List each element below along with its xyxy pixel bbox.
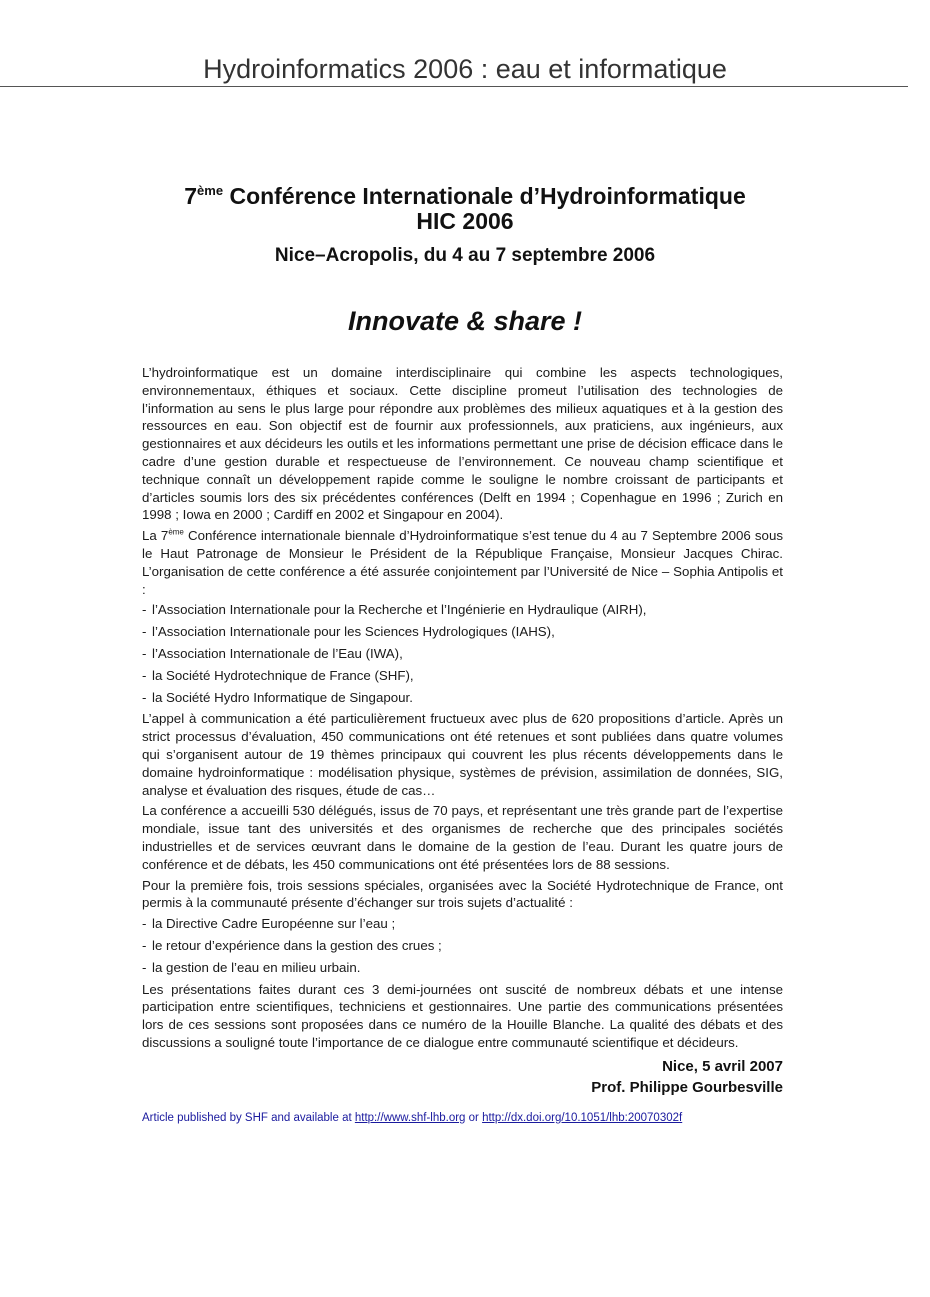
paragraph-organisation bbox=[142, 527, 783, 598]
running-header bbox=[0, 52, 908, 87]
paragraph-conclusion: Les présentations faites durant ces 3 demi-journées ont suscité de nombreux débats et une intense participation entre scientifiques, techniciens et gestionnaires. Une partie des communications présentées lors de ces sessions sont proposées dans ce numéro de la Houille Blanche. La qualité des débats et des discussions a souligné toute l’importance de ce dialogue entre communauté scientifique et décideurs. bbox=[142, 981, 783, 1050]
publication-note bbox=[142, 1112, 682, 1124]
publication-note-middle: or bbox=[465, 1112, 483, 1124]
list-item: - l’Association Internationale pour les Sciences Hydrologiques (IAHS), bbox=[142, 623, 783, 641]
title-number: 7 bbox=[184, 183, 198, 209]
list-item: - la Directive Cadre Européenne sur l’eau ; bbox=[142, 915, 783, 933]
list-item: - la Société Hydrotechnique de France (SHF), bbox=[142, 667, 783, 685]
article-body bbox=[142, 364, 783, 1055]
list-item: - la Société Hydro Informatique de Singapour. bbox=[142, 689, 783, 707]
topics-list bbox=[142, 915, 783, 976]
signature-block bbox=[142, 1056, 783, 1098]
publication-note-prefix: Article published by SHF and available at bbox=[142, 1112, 355, 1124]
para2-text: Conférence internationale biennale d’Hydroinformatique s’est tenue du 4 au 7 Septembre 2006 sous le Haut Patronage de Monsieur le Président de la République Française, Monsieur Jacques Chirac. L’organisation de cette conférence a été assurée conjointement par l’Université de Nice – Sophia Antipolis et : bbox=[142, 528, 783, 597]
running-title: Hydroinformatics 2006 : eau et informatique bbox=[203, 54, 727, 84]
signature-place-date: Nice, 5 avril 2007 bbox=[662, 1058, 783, 1075]
conference-slogan: Innovate & share ! bbox=[347, 306, 583, 336]
paragraph-attendance: La conférence a accueilli 530 délégués, issus de 70 pays, et représentant une très grande part de l’expertise mondiale, issue tant des universités et des organismes de recherche que des principales sociétés industrielles et de services œuvrant dans le domaine de la gestion de l’eau. Durant les quatre jours de conférence et de débats, les 450 communications ont été présentées lors de 88 sessions. bbox=[142, 803, 783, 872]
doi-link[interactable]: http://dx.doi.org/10.1051/lhb:20070302f bbox=[482, 1112, 683, 1124]
para2-superscript: ème bbox=[168, 527, 184, 537]
list-item: - l’Association Internationale de l’Eau (IWA), bbox=[142, 645, 783, 663]
shf-lhb-link[interactable]: http://www.shf-lhb.org bbox=[354, 1112, 466, 1124]
organizers-list bbox=[142, 601, 783, 706]
paragraph-call-for-papers: L’appel à communication a été particulièrement fructueux avec plus de 620 propositions d’article. Après un strict processus d’évaluation, 450 communications ont été retenues et sont publiées dans quatre volumes qui s’organisent autour de 19 thèmes principaux qui couvrent les plus récents développements dans le domaine hydroinformatique : modélisation physique, systèmes de prévision, assimilation de données, SIG, analyse et évaluation des risques, étude de cas… bbox=[142, 711, 783, 798]
list-item: - l’Association Internationale pour la Recherche et l’Ingénierie en Hydraulique (AIRH), bbox=[142, 601, 783, 619]
list-item: - le retour d’expérience dans la gestion des crues ; bbox=[142, 937, 783, 955]
paragraph-special-sessions: Pour la première fois, trois sessions spéciales, organisées avec la Société Hydrotechnique de France, ont permis à la communauté présente d’échanger sur trois sujets d’actualité : bbox=[142, 877, 783, 911]
list-item: - la gestion de l’eau en milieu urbain. bbox=[142, 959, 783, 977]
title-superscript: ème bbox=[197, 183, 224, 198]
paragraph-intro: L’hydroinformatique est un domaine interdisciplinaire qui combine les aspects technologiques, environnementaux, éthiques et sociaux. Cette discipline promeut l’utilisation des technologies de l’information au sens le plus large pour répondre aux problèmes des milieux aquatiques et à la gestion des ressources en eau. Son objectif est de fournir aux professionnels, aux praticiens, aux ingénieurs, aux gestionnaires et aux décideurs les outils et les informations permettant une prise de décision efficace dans le cadre d’une gestion durable et respectueuse de l’environnement. Ce nouveau champ scientifique et technique connaît un développement rapide comme le souligne le nombre croissant de participants et d’articles soumis lors des six précédentes conférences (Delft en 1994 ; Copenhague en 1996 ; Zurich en 1998 ; Iowa en 2000 ; Cardiff en 2002 et Singapour en 2004). bbox=[142, 365, 783, 523]
signature-author: Prof. Philippe Gourbesville bbox=[591, 1079, 783, 1096]
conference-venue: Nice–Acropolis, du 4 au 7 septembre 2006 bbox=[274, 245, 656, 266]
para2-prefix: La 7 bbox=[142, 528, 169, 544]
title-text: Conférence Internationale d’Hydroinformatique bbox=[223, 183, 746, 209]
conference-acronym: HIC 2006 bbox=[416, 208, 514, 234]
